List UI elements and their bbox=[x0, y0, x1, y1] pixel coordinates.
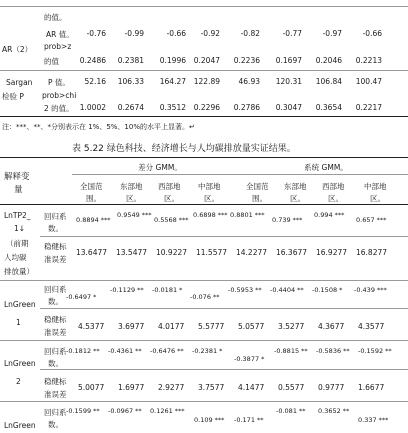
coef-value: -0.6476 ** bbox=[150, 347, 184, 355]
coef-value: -0.5953 ** bbox=[228, 286, 262, 294]
sargan-label-2: 检验 P bbox=[2, 92, 24, 101]
se-value: 10.9227 bbox=[156, 248, 188, 257]
se-label: 稳健标 bbox=[44, 377, 67, 386]
row-divider bbox=[0, 280, 408, 281]
col-header: 中部地 bbox=[198, 182, 221, 191]
se-value: 5.0577 bbox=[238, 322, 265, 331]
coef-label: 数。 bbox=[48, 224, 63, 233]
stat-label: 的值 bbox=[44, 57, 59, 66]
row-divider bbox=[40, 236, 408, 237]
stat-label: prob>z bbox=[44, 42, 72, 51]
header-divider bbox=[72, 174, 408, 175]
col-header: 西部地 bbox=[158, 182, 181, 191]
prob-chi2-value: 0.2217 bbox=[355, 103, 382, 112]
var-name: LnGreen bbox=[4, 359, 36, 368]
coef-label: 数。 bbox=[48, 297, 63, 306]
coef-label: 回归系 bbox=[44, 285, 67, 294]
coef-value: 0.337 *** bbox=[358, 416, 389, 424]
sargan-p-value: 120.31 bbox=[275, 77, 302, 86]
header-bottom-rule bbox=[0, 204, 408, 205]
se-label: 准误差 bbox=[44, 255, 67, 264]
coef-value: 0.3652 ** bbox=[318, 407, 350, 415]
coef-value: 0.9549 *** bbox=[117, 211, 152, 219]
se-value: 16.8277 bbox=[356, 248, 388, 257]
coef-value: -0.1599 ** bbox=[66, 407, 100, 415]
ar-value: -0.66 bbox=[362, 29, 382, 38]
ar-value: -0.99 bbox=[124, 29, 144, 38]
prob-z-value: 0.2381 bbox=[117, 56, 144, 65]
coef-value: 0.8894 *** bbox=[76, 216, 111, 224]
coef-value: -0.081 ** bbox=[276, 407, 306, 415]
se-value: 16.3677 bbox=[276, 248, 308, 257]
col-header: 区。 bbox=[290, 194, 305, 203]
se-value: 13.6477 bbox=[76, 248, 108, 257]
se-value: 3.7577 bbox=[198, 383, 225, 392]
ar-value: -0.66 bbox=[166, 29, 186, 38]
diff-gmm-header: 差分 GMM。 bbox=[138, 163, 182, 172]
coef-label: 回归系 bbox=[44, 347, 67, 356]
col-header: 区。 bbox=[164, 194, 179, 203]
coef-value: 0.994 *** bbox=[314, 211, 345, 219]
se-value: 4.0177 bbox=[158, 322, 185, 331]
coef-value: -0.3877 * bbox=[234, 355, 265, 363]
se-value: 5.5777 bbox=[198, 322, 225, 331]
se-value: 1.6677 bbox=[358, 383, 385, 392]
coef-value: -0.5836 ** bbox=[316, 347, 350, 355]
prob-z-value: 0.2486 bbox=[79, 56, 106, 65]
coef-label: 数。 bbox=[48, 359, 63, 368]
coef-value: -0.1508 * bbox=[312, 286, 343, 294]
prob-chi2-value: 0.3047 bbox=[275, 103, 302, 112]
row-divider bbox=[0, 340, 408, 341]
coef-value: -0.439 *** bbox=[354, 286, 387, 294]
coef-value: 0.1261 *** bbox=[150, 407, 185, 415]
sargan-p-value: 106.84 bbox=[315, 77, 342, 86]
coef-value: -0.6497 * bbox=[66, 293, 97, 301]
coef-value: -0.4404 ** bbox=[270, 286, 304, 294]
ar-value: -0.82 bbox=[240, 29, 260, 38]
se-value: 0.5577 bbox=[278, 383, 305, 392]
se-value: 11.5577 bbox=[196, 248, 228, 257]
coef-value: -0.8815 ** bbox=[274, 347, 308, 355]
prob-z-value: 0.1996 bbox=[159, 56, 186, 65]
col-header: 中部地 bbox=[364, 182, 387, 191]
se-value: 4.5377 bbox=[78, 322, 105, 331]
prob-chi2-value: 0.2296 bbox=[193, 103, 220, 112]
var-name: 1 bbox=[16, 318, 21, 327]
sys-gmm-header: 系统 GMM。 bbox=[304, 163, 348, 172]
se-value: 5.0077 bbox=[78, 383, 105, 392]
se-label: 稳健标 bbox=[44, 242, 67, 251]
ar-value: -0.76 bbox=[86, 29, 106, 38]
sargan-p-value: 106.33 bbox=[117, 77, 144, 86]
prob-chi2-value: 0.2674 bbox=[117, 103, 144, 112]
col-header: 区。 bbox=[126, 194, 141, 203]
ar-value: -0.77 bbox=[282, 29, 302, 38]
col-header: 区。 bbox=[370, 194, 385, 203]
coef-value: -0.0967 ** bbox=[108, 407, 142, 415]
coef-value: 0.6898 *** bbox=[193, 211, 228, 219]
coef-value: -0.076 ** bbox=[190, 293, 220, 301]
se-label: 准误差 bbox=[44, 390, 67, 399]
se-value: 0.9777 bbox=[318, 383, 345, 392]
col-header: 围。 bbox=[86, 194, 101, 203]
se-value: 4.1477 bbox=[238, 383, 265, 392]
coef-value: -0.0181 * bbox=[152, 286, 183, 294]
coef-value: -0.1129 ** bbox=[110, 286, 144, 294]
significance-note: 注：***、**、*分别表示在 1%、5%、10%的水平上显著。↵ bbox=[2, 123, 195, 131]
coef-label: 回归系 bbox=[44, 408, 67, 417]
prob-z-value: 0.2213 bbox=[355, 56, 382, 65]
col-header: 西部地 bbox=[322, 182, 345, 191]
col-header: 全国范 bbox=[246, 182, 269, 191]
prob-z-value: 0.2046 bbox=[315, 56, 342, 65]
coef-label: 数。 bbox=[48, 420, 63, 429]
prob-chi2-value: 1.0002 bbox=[79, 103, 106, 112]
dep-var-header-2: 量 bbox=[14, 185, 23, 195]
row-divider bbox=[0, 70, 408, 71]
coef-label: 回归系 bbox=[44, 212, 67, 221]
prob-z-value: 0.2047 bbox=[193, 56, 220, 65]
coef-value: -0.2381 * bbox=[192, 347, 223, 355]
se-value: 4.3577 bbox=[358, 322, 385, 331]
stat-label: 的值。 bbox=[44, 13, 67, 22]
coef-value: 0.657 *** bbox=[356, 216, 387, 224]
var-name: LnGreen bbox=[4, 300, 36, 309]
ar-label: AR（2） bbox=[2, 45, 33, 54]
prob-z-value: 0.2236 bbox=[233, 56, 260, 65]
top-rule bbox=[0, 6, 408, 7]
var-name: 排放量） bbox=[4, 267, 34, 276]
col-header: 东部地 bbox=[120, 182, 143, 191]
sargan-p-value: 100.47 bbox=[355, 77, 382, 86]
var-name: （前期 bbox=[6, 239, 29, 248]
table-title: 表 5.22 绿色科技、经济增长与人均碳排放量实证结果。 bbox=[72, 144, 296, 154]
sargan-p-value: 46.93 bbox=[238, 77, 260, 86]
row-divider bbox=[40, 369, 408, 370]
sargan-label: Sargan bbox=[6, 78, 33, 87]
var-name: 人均碳 bbox=[4, 253, 27, 262]
col-header: 全国范 bbox=[80, 182, 103, 191]
sargan-p-value: 122.89 bbox=[193, 77, 220, 86]
row-divider bbox=[0, 401, 408, 402]
coef-value: 0.109 *** bbox=[194, 416, 225, 424]
col-header: 区。 bbox=[204, 194, 219, 203]
prob-chi2-value: 0.3512 bbox=[159, 103, 186, 112]
se-value: 2.9277 bbox=[158, 383, 185, 392]
stat-label: 2 的值。 bbox=[44, 104, 74, 113]
var-name: LnTP2_ bbox=[4, 211, 31, 220]
col-header: 东部地 bbox=[284, 182, 307, 191]
coef-value: -0.4361 ** bbox=[108, 347, 142, 355]
sargan-p-value: 164.27 bbox=[159, 77, 186, 86]
se-label: 准误差 bbox=[44, 328, 67, 337]
stat-label: P 值。 bbox=[48, 78, 70, 87]
se-value: 3.6977 bbox=[118, 322, 145, 331]
col-header: 区。 bbox=[328, 194, 343, 203]
se-value: 1.6977 bbox=[118, 383, 145, 392]
row-divider bbox=[40, 308, 408, 309]
coef-value: 0.5568 *** bbox=[154, 216, 189, 224]
prob-chi2-value: 0.3654 bbox=[315, 103, 342, 112]
se-value: 4.3677 bbox=[318, 322, 345, 331]
coef-value: -0.1592 ** bbox=[358, 347, 392, 355]
coef-value: -0.171 ** bbox=[234, 416, 264, 424]
table-bottom-rule bbox=[0, 116, 408, 117]
var-name: 2 bbox=[16, 377, 21, 386]
se-value: 16.9277 bbox=[316, 248, 348, 257]
prob-chi2-value: 0.2786 bbox=[233, 103, 260, 112]
stat-label: AR 值。 bbox=[46, 30, 74, 39]
coef-value: -0.1812 ** bbox=[66, 347, 100, 355]
ar-value: -0.92 bbox=[200, 29, 220, 38]
prob-z-value: 0.1697 bbox=[275, 56, 302, 65]
col-header: 围。 bbox=[252, 194, 267, 203]
se-label: 稳健标 bbox=[44, 315, 67, 324]
coef-value: 0.8801 *** bbox=[230, 211, 265, 219]
var-name: LnGreen bbox=[4, 421, 36, 430]
coef-value: 0.739 *** bbox=[272, 216, 303, 224]
stat-label: prob>chi bbox=[42, 91, 77, 100]
se-value: 3.5277 bbox=[278, 322, 305, 331]
table-top-rule bbox=[0, 157, 408, 158]
var-name: 1↓ bbox=[14, 224, 26, 233]
dep-var-header: 解释变 bbox=[4, 172, 30, 182]
ar-value: -0.97 bbox=[322, 29, 342, 38]
se-value: 14.2277 bbox=[236, 248, 268, 257]
se-value: 13.5477 bbox=[116, 248, 148, 257]
sargan-p-value: 52.16 bbox=[84, 77, 106, 86]
